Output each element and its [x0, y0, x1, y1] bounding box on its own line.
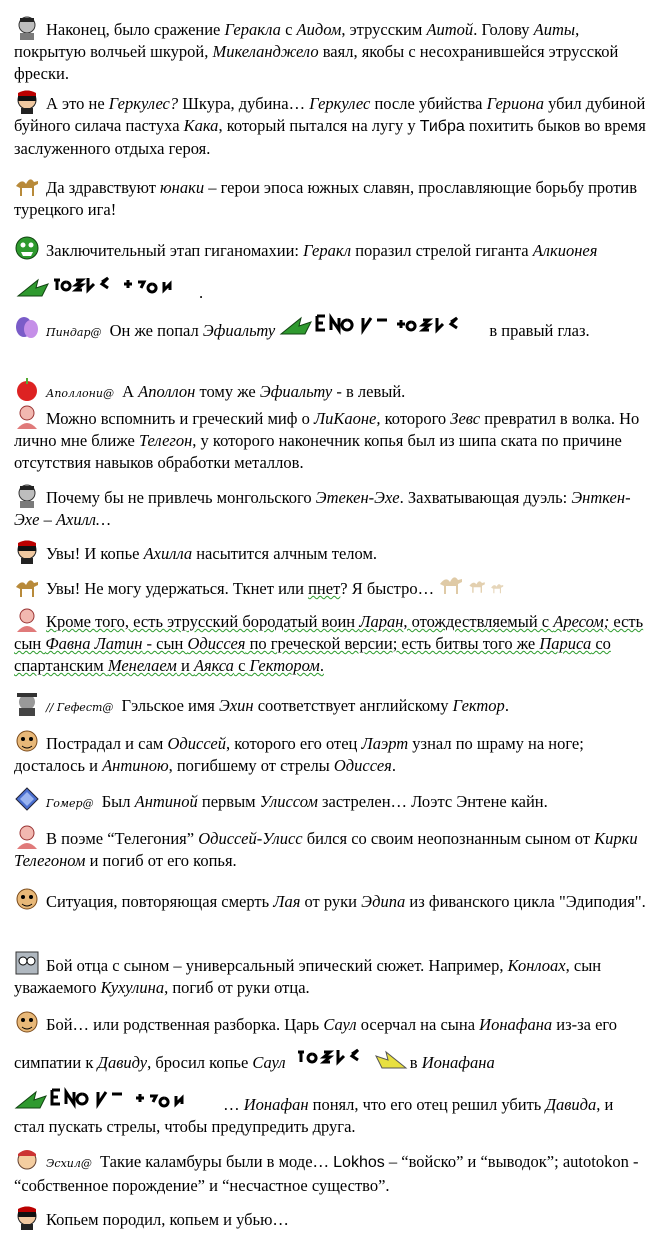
message: [14, 403, 646, 474]
message-text: , погиб от руки отца.: [164, 978, 310, 997]
nickname: // Гефест@: [46, 701, 114, 714]
arrow-scribble-icon: [14, 270, 199, 300]
message-text: , у которого наконечник копья был из шипа ската по причине отсутствия навыков обработки металлов.: [14, 431, 622, 472]
message-text: и погиб от его копья.: [85, 851, 237, 870]
name-text: Геракла: [224, 20, 281, 39]
name-text: Одиссей-Улисс: [198, 829, 303, 848]
message-text: А это не: [46, 94, 109, 113]
message: [14, 823, 646, 872]
message-text: Почему бы не привлечь монгольского: [46, 488, 316, 507]
message-text: , погибшему от стрелы: [168, 756, 334, 775]
camels-icon: [438, 570, 512, 596]
message: [14, 1008, 646, 1080]
message-text: из-за его симпатии к: [14, 1015, 618, 1072]
message: [14, 1084, 646, 1138]
message-text: Пострадал и сам: [46, 734, 168, 753]
name-text: Антиною: [102, 756, 169, 775]
message-text: Да здравствуют: [46, 178, 161, 197]
message: [14, 232, 646, 312]
name-text: Фавна Латин: [45, 634, 143, 653]
message-text: , который пытался на лугу у: [218, 116, 420, 135]
name-text: Менелаем: [107, 656, 177, 675]
name-text: ЛиКаоне,: [313, 409, 381, 428]
detective-avatar-icon: [14, 690, 40, 716]
name-text: Гектор: [452, 696, 505, 715]
message-text: , этрусским: [341, 20, 427, 39]
masked-man-avatar-icon: [14, 538, 40, 564]
message-text: .: [319, 656, 324, 675]
message-text: Он же попал: [105, 321, 203, 340]
message: [14, 310, 646, 344]
apple-avatar-icon: [14, 376, 40, 402]
message: [14, 690, 646, 719]
message-text: – “войско” и “выводок”; autotokon - “собственное порождение” и “несчастное существо”.: [14, 1152, 639, 1195]
message: [14, 88, 646, 160]
name-text: Аидом: [296, 20, 342, 39]
message-text: с: [280, 20, 297, 39]
name-text: Кирки Телегоном: [14, 829, 638, 870]
message-text: в правый глаз.: [489, 321, 590, 340]
message-text: –: [39, 510, 56, 529]
message-text: застрелен… Лоэтс Энтене кайн.: [317, 792, 548, 811]
message-text: Бой… или родственная разборка. Царь: [46, 1015, 324, 1034]
message-text: из фиванского цикла "Эдиподия".: [405, 892, 646, 911]
user-avatar-icon: [14, 482, 40, 508]
name-text: Зевс: [450, 409, 481, 428]
name-text: Антиной: [134, 792, 198, 811]
message: [14, 786, 646, 815]
message-text: Кроме того, есть этрусский бородатый воин: [46, 612, 360, 631]
theatre-masks-avatar-icon: [14, 315, 40, 341]
message-text: , бросил копье: [147, 1053, 253, 1072]
name-text: Кака: [183, 116, 219, 135]
message-text: - сын: [142, 634, 188, 653]
message-text: Был: [97, 792, 135, 811]
name-text: Этекен-Эхе: [315, 488, 400, 507]
arrow-scribble-icon: [290, 1042, 410, 1070]
camel-avatar-icon: [14, 573, 40, 599]
message-text: Копьем породил, копьем и убью…: [46, 1210, 289, 1229]
message-text: и: [176, 656, 194, 675]
message-text: В поэме “Телегония”: [46, 829, 199, 848]
message-text: Заключительный этап гиганомахии:: [46, 241, 304, 260]
message-text: Бой отца с сыном – универсальный эпический сюжет. Например,: [46, 956, 508, 975]
message-text: по греческой версии; есть битвы того же: [245, 634, 540, 653]
name-text: Тибра: [419, 118, 465, 135]
name-text: Аресом;: [553, 612, 610, 631]
name-text: Ионафан: [243, 1095, 309, 1114]
message-text: – герои эпоса южных славян, прославляющие борьбу против турецкого ига!: [14, 178, 638, 219]
message-text: соответствует английскому: [253, 696, 453, 715]
message-text: …: [219, 1095, 244, 1114]
name-text: Аиты: [533, 20, 576, 39]
brown-man-avatar-icon: [14, 728, 40, 754]
name-text: Давиду: [97, 1053, 148, 1072]
masked-man-avatar-icon: [14, 88, 40, 114]
message-text: понял, что его отец решил убить: [308, 1095, 546, 1114]
name-text: Эхин: [219, 696, 254, 715]
message: [14, 950, 646, 999]
message-text: после убийства: [370, 94, 487, 113]
name-text: Микеланджело: [212, 42, 319, 61]
name-text: Аитой: [426, 20, 474, 39]
message-text: осерчал на сына: [356, 1015, 480, 1034]
name-text: Одиссей: [167, 734, 226, 753]
name-text: Конлоах: [507, 956, 566, 975]
name-text: Давида: [545, 1095, 597, 1114]
name-text: Lokhos: [333, 1154, 385, 1171]
message-text: .: [504, 696, 509, 715]
message-text: насытится алчным телом.: [192, 544, 378, 563]
message-text: Такие каламбуры были в моде…: [95, 1152, 334, 1171]
message: [14, 538, 646, 565]
brown-man-avatar-icon: [14, 1009, 40, 1035]
name-text: Гериона: [486, 94, 544, 113]
message-text: Ситуация, повторяющая смерть: [46, 892, 274, 911]
name-text: Энткен-Эхе: [14, 488, 631, 529]
message-text: которого: [380, 409, 451, 428]
nickname: Пиндар@: [46, 326, 102, 339]
message-text: бился со своим неопознанным сыном от: [302, 829, 595, 848]
message-text: , отождествляемый с: [403, 612, 554, 631]
masked-man-avatar-icon: [14, 1204, 40, 1230]
message-text: со спартанским: [14, 634, 611, 675]
message: [14, 1146, 646, 1197]
message: [14, 14, 646, 85]
arrow-scribble-icon: [14, 1084, 219, 1112]
message-text: Увы! Не могу удержаться. Ткнет или: [46, 579, 309, 598]
name-text: Одиссея: [187, 634, 246, 653]
name-text: Геркулес?: [108, 94, 179, 113]
nickname: Гомер@: [46, 797, 94, 810]
message: [14, 728, 646, 777]
message-text: - в левый.: [332, 382, 406, 401]
chef-avatar-icon: [14, 1146, 40, 1172]
message-text: с: [233, 656, 250, 675]
name-text: Ахилл…: [55, 510, 111, 529]
message: [14, 570, 646, 600]
message: [14, 606, 646, 677]
name-text: Геракл: [303, 241, 352, 260]
name-text: Лаэрт: [361, 734, 409, 753]
message: [14, 376, 646, 405]
message-text: . Голову: [473, 20, 534, 39]
message-text: . Захватывающая дуэль:: [399, 488, 572, 507]
message-text: , которого его отец: [226, 734, 362, 753]
name-text: Кухулина: [100, 978, 165, 997]
nickname: Аполлони@: [46, 387, 114, 400]
message-text: Гэльское имя: [117, 696, 220, 715]
name-text: Ионафана: [479, 1015, 553, 1034]
message-text: ? Я быстро…: [340, 579, 435, 598]
name-text: Эфиальту: [259, 382, 333, 401]
name-text: Эдипа: [361, 892, 406, 911]
nickname: Эсхил@: [46, 1157, 92, 1170]
arrow-scribble-icon: [279, 310, 489, 338]
message-text: .: [199, 283, 204, 302]
name-text: Лая: [273, 892, 301, 911]
message: [14, 1204, 646, 1231]
name-text: Саул: [323, 1015, 357, 1034]
message-text: узнал по шраму на ноге; досталось и: [14, 734, 584, 775]
user-avatar-icon: [14, 14, 40, 40]
message-text: .: [391, 756, 396, 775]
message-text: есть сын: [14, 612, 644, 653]
message-text: Шкура, дубина…: [178, 94, 310, 113]
message-text: , и стал пускать стрелы, чтобы предупредить друга.: [14, 1095, 614, 1136]
message-text: похитить быков во время заслуженного отдыха героя.: [14, 116, 646, 158]
message-text: , покрытую волчьей шкурой,: [14, 20, 580, 61]
message-text: поразил стрелой гиганта: [351, 241, 533, 260]
message-text: Можно вспомнить и греческий миф о: [46, 409, 314, 428]
message-text: первым: [197, 792, 260, 811]
message-text: , сын уважаемого: [14, 956, 602, 997]
camel-avatar-icon: [14, 172, 40, 198]
message-text: Увы! И копье: [46, 544, 144, 563]
diamond-avatar-icon: [14, 786, 40, 812]
message-text: превратил в волка. Но лично мне ближе: [14, 409, 640, 450]
message-text: в: [409, 1053, 422, 1072]
pink-man-avatar-icon: [14, 823, 40, 849]
name-text: Улиссом: [259, 792, 318, 811]
name-text: юнаки: [160, 178, 205, 197]
name-text: Гектором: [249, 656, 320, 675]
name-text: Аякса: [193, 656, 234, 675]
name-text: Саул: [252, 1053, 286, 1072]
message-text: А: [118, 382, 139, 401]
message-text: тому же: [195, 382, 260, 401]
name-text: Ионафана: [421, 1053, 495, 1072]
message-text: Наконец, было сражение: [46, 20, 225, 39]
monster-avatar-icon: [14, 235, 40, 261]
message-text: убил дубиной буйного силача пастуха: [14, 94, 646, 135]
message: [14, 886, 646, 913]
name-text: Телегон: [138, 431, 193, 450]
name-text: Эфиальту: [202, 321, 276, 340]
name-text: Ларан: [359, 612, 404, 631]
message-text: от руки: [300, 892, 362, 911]
name-text: Аполлон: [138, 382, 196, 401]
name-text: Алкионея: [532, 241, 598, 260]
name-text: Одиссея: [333, 756, 392, 775]
pink-man-avatar-icon: [14, 606, 40, 632]
glasses-man-avatar-icon: [14, 950, 40, 976]
message: [14, 172, 646, 221]
pink-man-avatar-icon: [14, 403, 40, 429]
message-text: пнет: [308, 579, 341, 598]
brown-man-avatar-icon: [14, 886, 40, 912]
message: [14, 482, 646, 531]
name-text: Ахилла: [143, 544, 193, 563]
message-text: ваял, якобы с несохранившейся этрусской фрески.: [14, 42, 619, 83]
name-text: Геркулес: [309, 94, 371, 113]
name-text: Париса: [539, 634, 592, 653]
